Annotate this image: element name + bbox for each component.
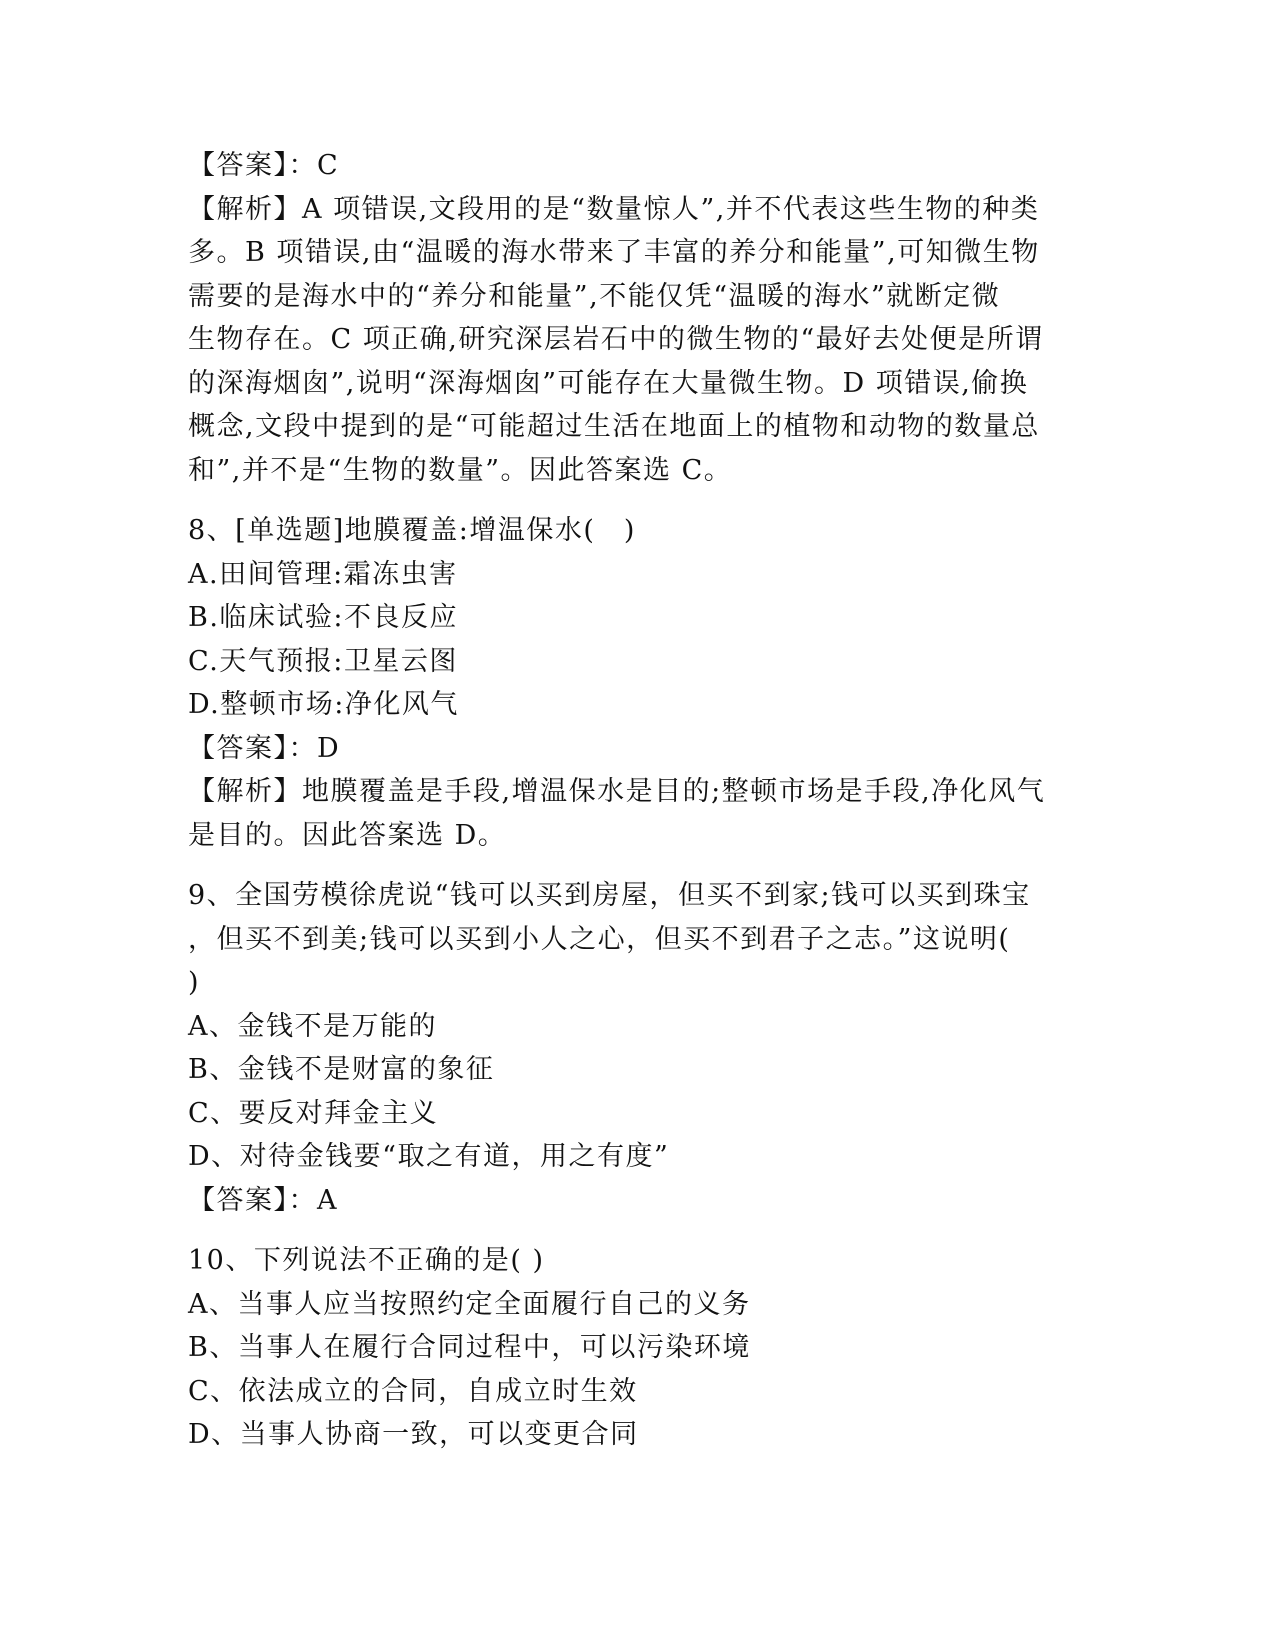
q8-answer-value: D	[317, 732, 341, 764]
q9-answer-separator: ：	[288, 1184, 317, 1216]
q7-analysis-label: 【解析】	[188, 193, 302, 225]
q8-option-a: A.田间管理:霜冻虫害	[188, 558, 458, 590]
q8-option-d: D.整顿市场:净化风气	[188, 689, 459, 720]
q8-option-c: C.天气预报:卫星云图	[188, 645, 458, 677]
q7-answer-separator: ：	[288, 150, 317, 181]
q7-answer-value: C	[317, 150, 340, 181]
q7-analysis-text: A 项错误,文段用的是“数量惊人”,并不代表这些生物的种类	[302, 193, 1040, 225]
q9-option-b: B、金钱不是财富的象征	[188, 1054, 495, 1085]
q7-analysis-line: 生物存在。C 项正确,研究深层岩石中的微生物的“最好去处便是所谓	[188, 324, 1044, 355]
q10-option-d: D、当事人协商一致，可以变更合同	[188, 1419, 639, 1450]
q8-analysis-label: 【解析】	[188, 776, 302, 807]
q10-option-a: A、当事人应当按照约定全面履行自己的义务	[188, 1288, 751, 1320]
q9-option-c: C、要反对拜金主义	[188, 1097, 439, 1129]
q10-option-b: B、当事人在履行合同过程中，可以污染环境	[188, 1332, 751, 1363]
q7-analysis-line: 和”,并不是“生物的数量”。因此答案选 C。	[188, 454, 733, 486]
q7-analysis-line: 概念,文段中提到的是“可能超过生活在地面上的植物和动物的数量总	[188, 411, 1040, 442]
q7-answer-label: 【答案】	[188, 150, 289, 181]
q7-analysis-line: 需要的是海水中的“养分和能量”,不能仅凭“温暖的海水”就断定微	[188, 280, 1001, 312]
q8-analysis-text: 地膜覆盖是手段,增温保水是目的;整顿市场是手段,净化风气	[302, 776, 1046, 807]
spacer	[188, 857, 1088, 874]
q8-answer-line	[188, 727, 1088, 771]
q8-answer-separator: ：	[288, 732, 317, 764]
q9-stem-line: ，但买不到美;钱可以买到小人之心，但买不到君子之志。”这说明(	[188, 923, 1011, 955]
q8-option-b: B.临床试验:不良反应	[188, 602, 459, 633]
q8-analysis-line: 是目的。因此答案选 D。	[188, 819, 507, 851]
q7-answer-line	[188, 144, 1088, 188]
q7-analysis-line	[188, 188, 1088, 232]
q8-answer-label: 【答案】	[188, 732, 289, 764]
q10-stem: 10、下列说法不正确的是( )	[188, 1245, 545, 1276]
q7-analysis-line: 的深海烟囱”,说明“深海烟囱”可能存在大量微生物。D 项错误,偷换	[188, 367, 1029, 399]
q7-analysis-line: 多。B 项错误,由“温暖的海水带来了丰富的养分和能量”,可知微生物	[188, 237, 1040, 268]
q9-stem-line: 9、全国劳模徐虎说“钱可以买到房屋，但买不到家;钱可以买到珠宝	[188, 880, 1031, 911]
spacer	[188, 1222, 1088, 1239]
q9-option-a: A、金钱不是万能的	[188, 1010, 437, 1042]
q8-analysis-line	[188, 770, 1088, 814]
q10-option-c: C、依法成立的合同，自成立时生效	[188, 1375, 638, 1407]
q9-answer-value: A	[317, 1184, 338, 1216]
spacer	[188, 492, 1088, 509]
document-page	[188, 144, 1088, 1457]
q9-stem-line: )	[188, 967, 201, 998]
q9-option-d: D、对待金钱要“取之有道，用之有度”	[188, 1141, 670, 1172]
q9-answer-label: 【答案】	[188, 1184, 289, 1216]
q9-answer-line	[188, 1179, 1088, 1223]
q8-stem: 8、[单选题]地膜覆盖:增温保水( )	[188, 515, 636, 546]
